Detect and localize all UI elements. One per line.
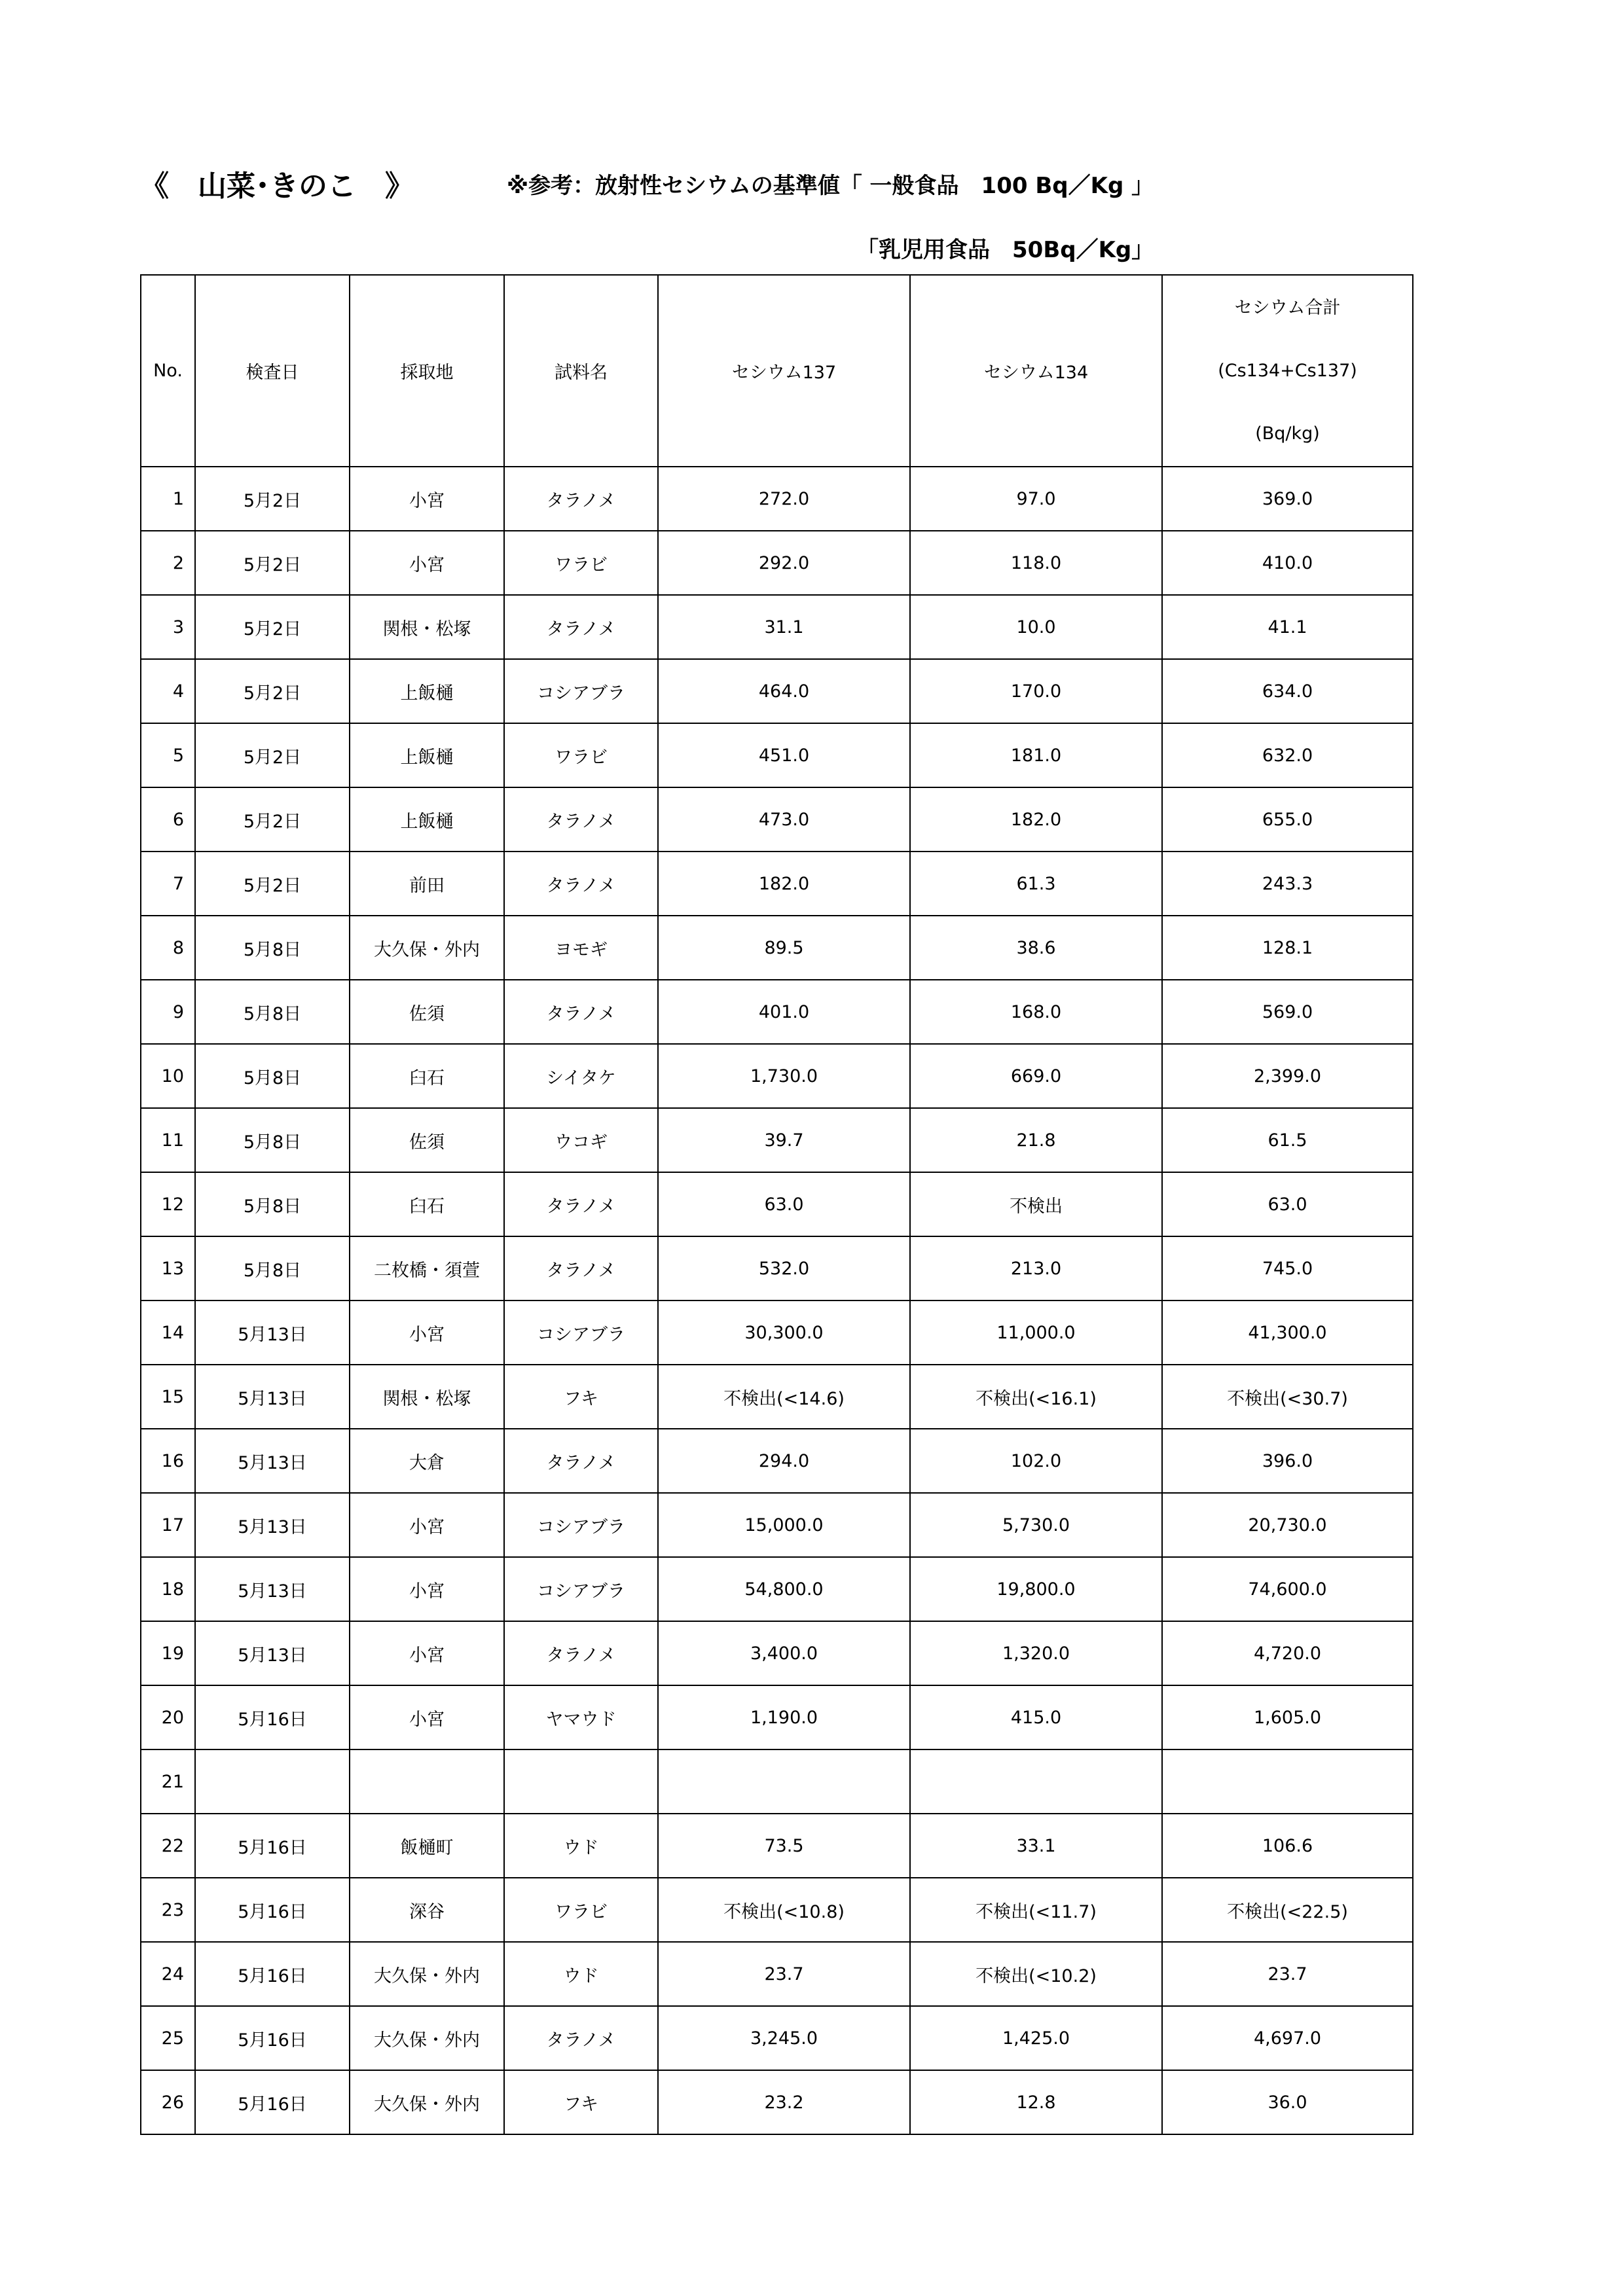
cell-date: 5月13日	[195, 1300, 350, 1365]
cell-location: 佐須	[350, 980, 504, 1044]
cell-date: 5月13日	[195, 1493, 350, 1557]
cell-date: 5月8日	[195, 1044, 350, 1108]
cell-no: 7	[141, 852, 195, 916]
table-row	[141, 787, 1413, 852]
cell-no: 17	[141, 1493, 195, 1557]
cell-no: 12	[141, 1172, 195, 1236]
cell-sample: ワラビ	[504, 1878, 658, 1942]
cell-location: 小宮	[350, 467, 504, 531]
cell-no: 4	[141, 659, 195, 723]
cell-sample: コシアブラ	[504, 1493, 658, 1557]
cell-sample: ワラビ	[504, 723, 658, 787]
cell-cs134: 1,425.0	[910, 2006, 1162, 2070]
cell-location: 上飯樋	[350, 659, 504, 723]
cell-cs134: 102.0	[910, 1429, 1162, 1493]
cell-sample: タラノメ	[504, 980, 658, 1044]
cell-date: 5月8日	[195, 1172, 350, 1236]
cell-cs134: 170.0	[910, 659, 1162, 723]
cell-total: 不検出(<22.5)	[1162, 1878, 1413, 1942]
cell-no: 15	[141, 1365, 195, 1429]
table-row	[141, 1044, 1413, 1108]
cell-cs137: 15,000.0	[658, 1493, 910, 1557]
cell-no: 24	[141, 1942, 195, 2006]
cell-location: 大久保・外内	[350, 2006, 504, 2070]
cell-cs137	[658, 1749, 910, 1814]
cell-cs137: 1,730.0	[658, 1044, 910, 1108]
cell-cs134: 11,000.0	[910, 1300, 1162, 1365]
table-row	[141, 1108, 1413, 1172]
cell-no: 5	[141, 723, 195, 787]
col-header-date: 検査日	[195, 275, 350, 467]
cell-date: 5月8日	[195, 1108, 350, 1172]
cell-cs137: 182.0	[658, 852, 910, 916]
cell-total: 745.0	[1162, 1236, 1413, 1300]
cell-location: 小宮	[350, 1493, 504, 1557]
cell-location: 臼石	[350, 1044, 504, 1108]
cell-no: 3	[141, 595, 195, 659]
table-row	[141, 659, 1413, 723]
cell-total: 41,300.0	[1162, 1300, 1413, 1365]
col-header-no: No.	[141, 275, 195, 467]
cell-cs137: 31.1	[658, 595, 910, 659]
table-row	[141, 1429, 1413, 1493]
table-row	[141, 723, 1413, 787]
cell-total: 74,600.0	[1162, 1557, 1413, 1621]
col-header-total-formula: (Cs134+Cs137)	[1218, 360, 1357, 381]
cell-no: 11	[141, 1108, 195, 1172]
cell-total: 20,730.0	[1162, 1493, 1413, 1557]
cell-date: 5月2日	[195, 659, 350, 723]
table-row	[141, 2006, 1413, 2070]
cell-total: 4,720.0	[1162, 1621, 1413, 1685]
cell-date: 5月13日	[195, 1365, 350, 1429]
cell-cs137: 464.0	[658, 659, 910, 723]
cell-no: 10	[141, 1044, 195, 1108]
cell-sample: コシアブラ	[504, 1557, 658, 1621]
cell-date: 5月8日	[195, 1236, 350, 1300]
cell-no: 2	[141, 531, 195, 595]
cell-total: 23.7	[1162, 1942, 1413, 2006]
cell-date: 5月2日	[195, 595, 350, 659]
cell-cs137: 23.2	[658, 2070, 910, 2134]
cell-no: 16	[141, 1429, 195, 1493]
cell-cs134: 不検出(<10.2)	[910, 1942, 1162, 2006]
cell-cs134: 97.0	[910, 467, 1162, 531]
cell-sample: ウド	[504, 1814, 658, 1878]
cell-date: 5月16日	[195, 1942, 350, 2006]
cell-total: 61.5	[1162, 1108, 1413, 1172]
cell-date: 5月16日	[195, 1685, 350, 1749]
cell-total: 632.0	[1162, 723, 1413, 787]
table-row	[141, 1493, 1413, 1557]
cell-no: 19	[141, 1621, 195, 1685]
cell-sample: タラノメ	[504, 1236, 658, 1300]
cell-sample: タラノメ	[504, 467, 658, 531]
cell-sample: フキ	[504, 1365, 658, 1429]
cell-sample: タラノメ	[504, 787, 658, 852]
table-row	[141, 1365, 1413, 1429]
cell-total: 243.3	[1162, 852, 1413, 916]
cell-cs137: 272.0	[658, 467, 910, 531]
cell-cs134: 不検出(<16.1)	[910, 1365, 1162, 1429]
cell-date: 5月13日	[195, 1557, 350, 1621]
cell-sample: タラノメ	[504, 1172, 658, 1236]
cell-no: 23	[141, 1878, 195, 1942]
table-row	[141, 467, 1413, 531]
cell-no: 18	[141, 1557, 195, 1621]
page-title: 《 山菜･きのこ 》	[140, 170, 414, 203]
cell-sample: ヤマウド	[504, 1685, 658, 1749]
cell-cs134: 181.0	[910, 723, 1162, 787]
cell-sample: ウド	[504, 1942, 658, 2006]
cell-total: 2,399.0	[1162, 1044, 1413, 1108]
reference-standard-infant: 「乳児用食品 50Bq／Kg」	[856, 237, 1154, 263]
cell-sample: シイタケ	[504, 1044, 658, 1108]
cell-cs134: 118.0	[910, 531, 1162, 595]
cell-total: 396.0	[1162, 1429, 1413, 1493]
table-row	[141, 2070, 1413, 2134]
cell-cs134: 10.0	[910, 595, 1162, 659]
cell-cs134	[910, 1749, 1162, 1814]
table-row	[141, 1878, 1413, 1942]
cell-location: 大久保・外内	[350, 1942, 504, 2006]
cell-cs137: 532.0	[658, 1236, 910, 1300]
cell-date: 5月2日	[195, 467, 350, 531]
cell-cs134: 415.0	[910, 1685, 1162, 1749]
cell-no: 20	[141, 1685, 195, 1749]
cell-no: 9	[141, 980, 195, 1044]
col-header-cs137: セシウム137	[658, 275, 910, 467]
cell-date: 5月8日	[195, 916, 350, 980]
cell-location: 大久保・外内	[350, 2070, 504, 2134]
cell-sample: フキ	[504, 2070, 658, 2134]
cell-sample: ワラビ	[504, 531, 658, 595]
cell-total: 655.0	[1162, 787, 1413, 852]
cell-cs134: 669.0	[910, 1044, 1162, 1108]
cell-sample: タラノメ	[504, 1429, 658, 1493]
table-row	[141, 1172, 1413, 1236]
cell-total	[1162, 1749, 1413, 1814]
cell-location: 二枚橋・須萱	[350, 1236, 504, 1300]
cell-total: 634.0	[1162, 659, 1413, 723]
cell-location	[350, 1749, 504, 1814]
cell-cs134: 21.8	[910, 1108, 1162, 1172]
cell-cs137: 不検出(<10.8)	[658, 1878, 910, 1942]
cell-cs134: 213.0	[910, 1236, 1162, 1300]
cell-no: 14	[141, 1300, 195, 1365]
cell-sample: ウコギ	[504, 1108, 658, 1172]
reference-standard-general: ※参考：放射性セシウムの基準値「 一般食品 100 Bq／Kg 」	[507, 173, 1154, 199]
table-row	[141, 531, 1413, 595]
cell-location: 大久保・外内	[350, 916, 504, 980]
cell-location: 飯樋町	[350, 1814, 504, 1878]
col-header-total-label: セシウム合計	[1234, 297, 1341, 318]
cell-cs137: 不検出(<14.6)	[658, 1365, 910, 1429]
cell-date: 5月2日	[195, 852, 350, 916]
cell-sample: コシアブラ	[504, 1300, 658, 1365]
cell-cs137: 401.0	[658, 980, 910, 1044]
cell-location: 小宮	[350, 1621, 504, 1685]
results-table	[140, 274, 1413, 2135]
table-row	[141, 1557, 1413, 1621]
cell-date	[195, 1749, 350, 1814]
cell-sample: タラノメ	[504, 852, 658, 916]
cell-total: 36.0	[1162, 2070, 1413, 2134]
cell-total: 4,697.0	[1162, 2006, 1413, 2070]
cell-cs134: 61.3	[910, 852, 1162, 916]
table-body	[141, 467, 1413, 2134]
table-row	[141, 980, 1413, 1044]
cell-sample: ヨモギ	[504, 916, 658, 980]
cell-cs134: 168.0	[910, 980, 1162, 1044]
cell-cs134: 5,730.0	[910, 1493, 1162, 1557]
cell-cs137: 294.0	[658, 1429, 910, 1493]
cell-no: 25	[141, 2006, 195, 2070]
col-header-sample: 試料名	[504, 275, 658, 467]
cell-no: 26	[141, 2070, 195, 2134]
cell-no: 13	[141, 1236, 195, 1300]
cell-cs134: 38.6	[910, 916, 1162, 980]
cell-cs137: 30,300.0	[658, 1300, 910, 1365]
cell-cs134: 19,800.0	[910, 1557, 1162, 1621]
cell-cs137: 473.0	[658, 787, 910, 852]
cell-sample: タラノメ	[504, 595, 658, 659]
cell-cs134: 182.0	[910, 787, 1162, 852]
cell-no: 1	[141, 467, 195, 531]
table-row	[141, 1814, 1413, 1878]
table-row	[141, 852, 1413, 916]
cell-date: 5月2日	[195, 787, 350, 852]
cell-cs134: 不検出	[910, 1172, 1162, 1236]
cell-total: 1,605.0	[1162, 1685, 1413, 1749]
table-row	[141, 1621, 1413, 1685]
cell-location: 小宮	[350, 1685, 504, 1749]
cell-date: 5月2日	[195, 531, 350, 595]
cell-cs137: 3,245.0	[658, 2006, 910, 2070]
cell-location: 関根・松塚	[350, 1365, 504, 1429]
col-header-cs134: セシウム134	[910, 275, 1162, 467]
table-row	[141, 916, 1413, 980]
col-header-location: 採取地	[350, 275, 504, 467]
cell-location: 大倉	[350, 1429, 504, 1493]
cell-date: 5月2日	[195, 723, 350, 787]
cell-date: 5月16日	[195, 1878, 350, 1942]
table-header-row	[141, 275, 1413, 467]
table-row	[141, 1685, 1413, 1749]
cell-no: 22	[141, 1814, 195, 1878]
cell-cs137: 39.7	[658, 1108, 910, 1172]
cell-total: 不検出(<30.7)	[1162, 1365, 1413, 1429]
cell-location: 小宮	[350, 531, 504, 595]
cell-sample: タラノメ	[504, 1621, 658, 1685]
cell-total: 569.0	[1162, 980, 1413, 1044]
cell-location: 前田	[350, 852, 504, 916]
cell-total: 41.1	[1162, 595, 1413, 659]
cell-total: 63.0	[1162, 1172, 1413, 1236]
cell-cs137: 54,800.0	[658, 1557, 910, 1621]
cell-cs137: 89.5	[658, 916, 910, 980]
cell-total: 410.0	[1162, 531, 1413, 595]
cell-location: 小宮	[350, 1557, 504, 1621]
cell-date: 5月16日	[195, 2070, 350, 2134]
cell-total: 369.0	[1162, 467, 1413, 531]
cell-date: 5月13日	[195, 1429, 350, 1493]
cell-cs137: 23.7	[658, 1942, 910, 2006]
cell-sample: タラノメ	[504, 2006, 658, 2070]
cell-location: 上飯樋	[350, 723, 504, 787]
cell-location: 臼石	[350, 1172, 504, 1236]
cell-location: 小宮	[350, 1300, 504, 1365]
cell-total: 128.1	[1162, 916, 1413, 980]
cell-location: 関根・松塚	[350, 595, 504, 659]
col-header-total-unit: (Bq/kg)	[1255, 423, 1320, 444]
cell-no: 21	[141, 1749, 195, 1814]
cell-cs134: 12.8	[910, 2070, 1162, 2134]
cell-cs137: 1,190.0	[658, 1685, 910, 1749]
cell-location: 上飯樋	[350, 787, 504, 852]
cell-date: 5月16日	[195, 2006, 350, 2070]
table-row	[141, 1749, 1413, 1814]
cell-date: 5月8日	[195, 980, 350, 1044]
cell-cs137: 73.5	[658, 1814, 910, 1878]
table-row	[141, 595, 1413, 659]
cell-location: 佐須	[350, 1108, 504, 1172]
table-row	[141, 1236, 1413, 1300]
cell-no: 8	[141, 916, 195, 980]
cell-cs137: 292.0	[658, 531, 910, 595]
cell-cs134: 33.1	[910, 1814, 1162, 1878]
cell-date: 5月16日	[195, 1814, 350, 1878]
cell-sample: コシアブラ	[504, 659, 658, 723]
cell-location: 深谷	[350, 1878, 504, 1942]
cell-cs137: 63.0	[658, 1172, 910, 1236]
cell-no: 6	[141, 787, 195, 852]
cell-cs134: 不検出(<11.7)	[910, 1878, 1162, 1942]
cell-cs134: 1,320.0	[910, 1621, 1162, 1685]
cell-total: 106.6	[1162, 1814, 1413, 1878]
cell-cs137: 451.0	[658, 723, 910, 787]
col-header-total	[1162, 275, 1413, 467]
table-row	[141, 1942, 1413, 2006]
cell-cs137: 3,400.0	[658, 1621, 910, 1685]
cell-sample	[504, 1749, 658, 1814]
table-row	[141, 1300, 1413, 1365]
cell-date: 5月13日	[195, 1621, 350, 1685]
